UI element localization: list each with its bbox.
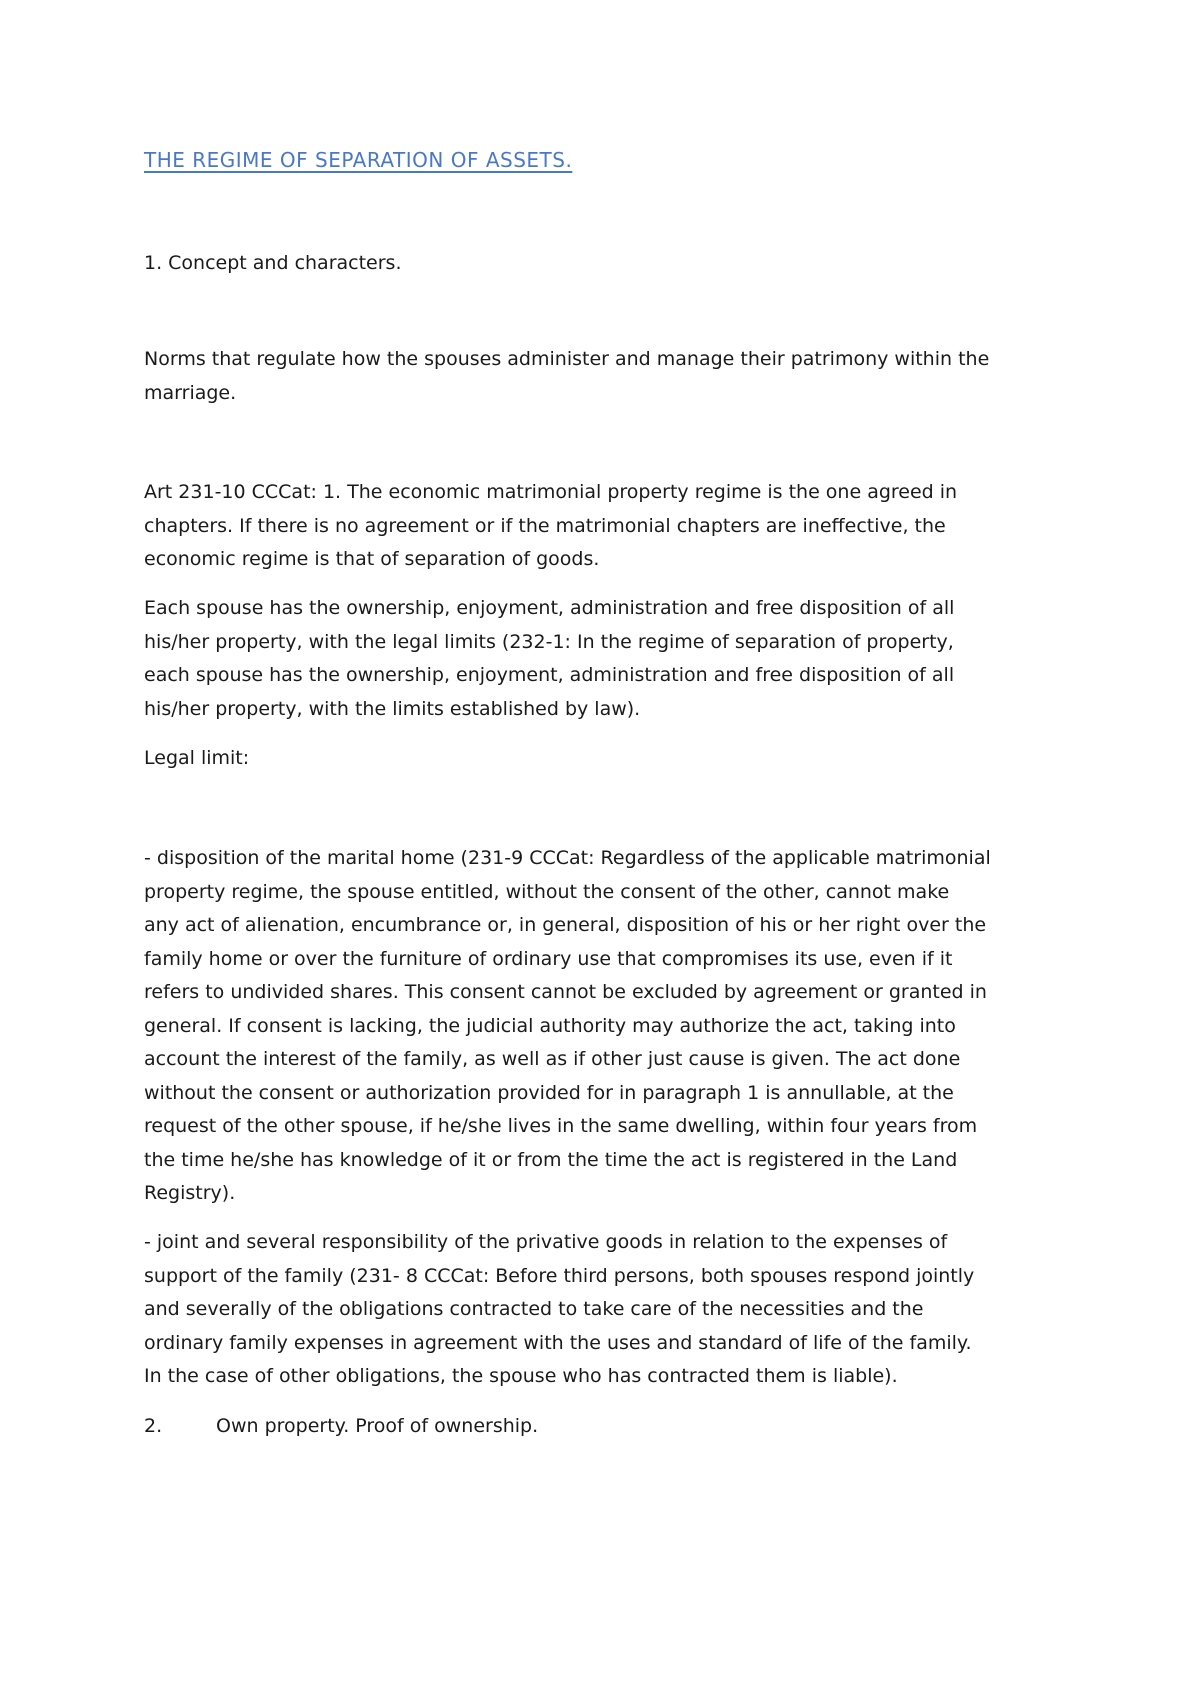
- text-line: request of the other spouse, if he/she lives in the same dwelling, within four years from: [144, 1115, 978, 1137]
- section-1-heading: 1. Concept and characters.: [144, 252, 402, 274]
- text-line: Norms that regulate how the spouses administer and manage their patrimony within the: [144, 348, 990, 370]
- ownership-paragraph: [144, 592, 1064, 726]
- legal-limit-label: Legal limit:: [144, 747, 250, 769]
- joint-responsibility-limit-paragraph: [144, 1226, 1064, 1394]
- concept-paragraph: [144, 343, 1064, 410]
- text-line: support of the family (231- 8 CCCat: Before third persons, both spouses respond jointly: [144, 1264, 975, 1287]
- text-line: ordinary family expenses in agreement with the uses and standard of life of the family.: [144, 1331, 972, 1354]
- section-2-title: Own property. Proof of ownership.: [216, 1415, 539, 1437]
- text-line: marriage.: [144, 381, 237, 404]
- document-title: THE REGIME OF SEPARATION OF ASSETS.: [144, 148, 573, 172]
- text-line: his/her property, with the legal limits (232-1: In the regime of separation of property,: [144, 630, 954, 653]
- text-line: Each spouse has the ownership, enjoyment, administration and free disposition of all: [144, 597, 955, 619]
- text-line: In the case of other obligations, the spouse who has contracted them is liable).: [144, 1365, 898, 1387]
- text-line: Registry).: [144, 1182, 236, 1204]
- text-line: without the consent or authorization provided for in paragraph 1 is annullable, at the: [144, 1081, 954, 1104]
- text-line: chapters. If there is no agreement or if the matrimonial chapters are ineffective, the: [144, 514, 946, 537]
- text-line: general. If consent is lacking, the judicial authority may authorize the act, taking into: [144, 1014, 956, 1037]
- text-line: his/her property, with the limits established by law).: [144, 697, 641, 720]
- text-line: any act of alienation, encumbrance or, in general, disposition of his or her right over the: [144, 914, 987, 936]
- text-line: refers to undivided shares. This consent cannot be excluded by agreement or granted in: [144, 981, 987, 1003]
- section-2-heading: [144, 1410, 538, 1444]
- text-line: account the interest of the family, as well as if other just cause is given. The act done: [144, 1048, 961, 1070]
- text-line: - disposition of the marital home (231-9 CCCat: Regardless of the applicable matrimonial: [144, 847, 991, 869]
- text-line: - joint and several responsibility of the privative goods in relation to the expenses of: [144, 1231, 948, 1253]
- text-line: Art 231-10 CCCat: 1. The economic matrimonial property regime is the one agreed in: [144, 481, 958, 503]
- text-line: each spouse has the ownership, enjoyment, administration and free disposition of all: [144, 664, 955, 686]
- text-line: the time he/she has knowledge of it or from the time the act is registered in the Land: [144, 1148, 958, 1171]
- text-line: property regime, the spouse entitled, without the consent of the other, cannot make: [144, 880, 950, 903]
- marital-home-limit-paragraph: [144, 842, 1064, 1211]
- text-line: economic regime is that of separation of goods.: [144, 548, 600, 570]
- section-2-number: 2.: [144, 1415, 163, 1437]
- text-line: family home or over the furniture of ordinary use that compromises its use, even if it: [144, 947, 953, 970]
- text-line: and severally of the obligations contracted to take care of the necessities and the: [144, 1298, 924, 1320]
- art-231-10-paragraph: [144, 476, 1064, 577]
